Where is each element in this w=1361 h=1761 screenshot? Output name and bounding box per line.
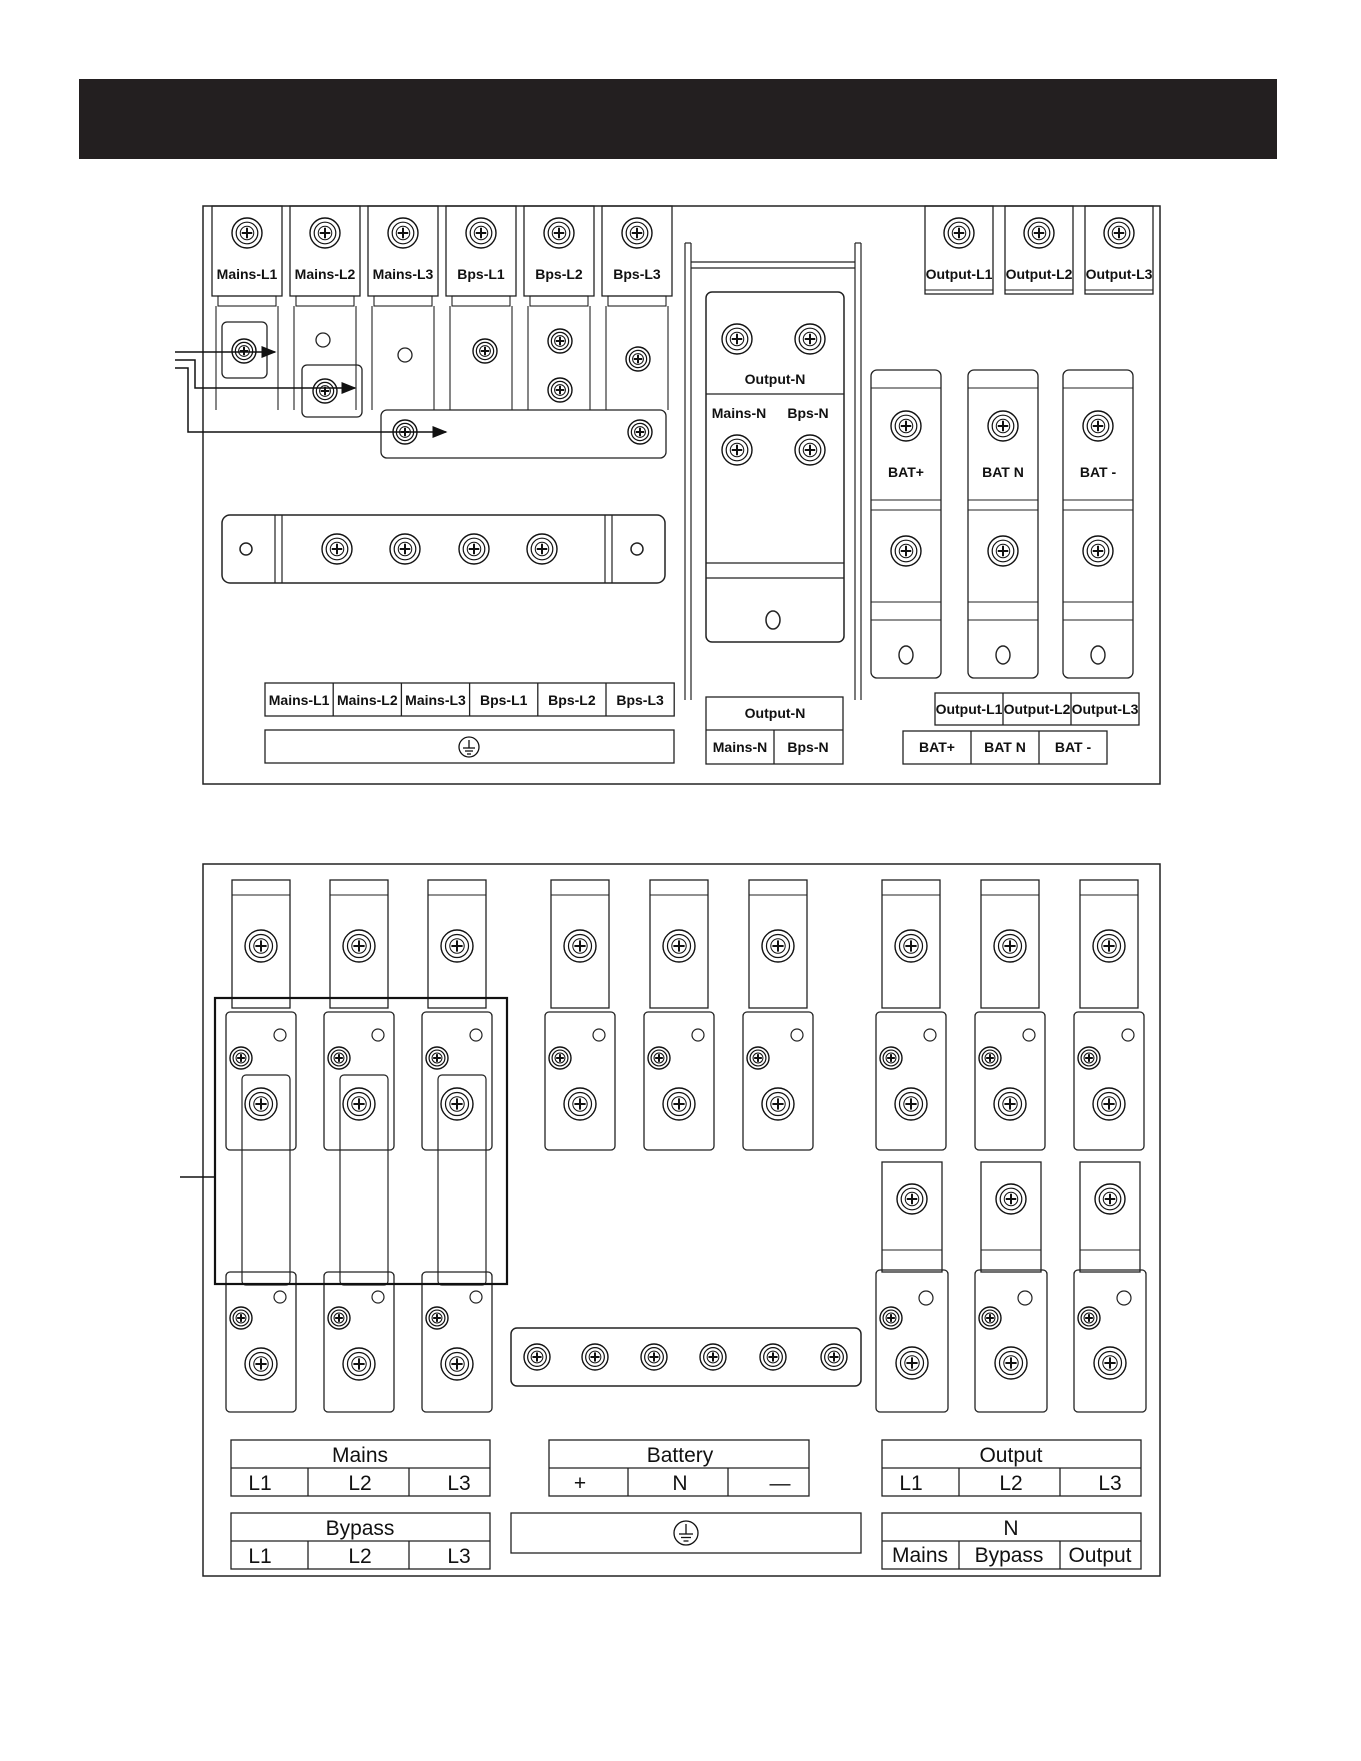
top-battery-legend bbox=[903, 731, 1107, 764]
output-terminal-label: Output-L2 bbox=[1005, 266, 1073, 282]
screw-icon bbox=[722, 435, 752, 465]
output-title: Output bbox=[979, 1444, 1043, 1467]
screw-icon bbox=[641, 1344, 667, 1370]
output-terminal bbox=[1005, 206, 1073, 294]
legend-input-cell: Bps-L1 bbox=[479, 692, 528, 708]
bottom-panel-frame bbox=[203, 864, 1160, 1576]
screw-icon bbox=[527, 534, 557, 564]
screw-icon bbox=[995, 1347, 1027, 1379]
output-terminal bbox=[925, 206, 993, 294]
battery-plus: + bbox=[573, 1472, 587, 1495]
output-terminal-label: Output-L3 bbox=[1085, 266, 1153, 282]
battery-terminal-label: BAT+ bbox=[888, 464, 924, 480]
battery-terminal bbox=[968, 370, 1038, 678]
top-output-legend bbox=[935, 693, 1139, 725]
screw-icon bbox=[1083, 411, 1113, 441]
screw-icon bbox=[895, 1088, 927, 1120]
screw-icon bbox=[994, 1088, 1026, 1120]
legend-input-cell: Mains-L1 bbox=[268, 692, 330, 708]
input-terminals bbox=[212, 206, 672, 444]
battery-title: Battery bbox=[646, 1444, 714, 1467]
screw-icon bbox=[441, 1088, 473, 1120]
output-terminals bbox=[925, 206, 1153, 294]
input-terminal bbox=[602, 206, 672, 410]
screw-icon bbox=[245, 930, 277, 962]
screw-icon bbox=[1093, 930, 1125, 962]
screw-icon bbox=[994, 930, 1026, 962]
terminal-column bbox=[876, 880, 948, 1412]
screw-icon bbox=[988, 411, 1018, 441]
neutral-mains: Mains bbox=[891, 1544, 949, 1567]
screw-icon bbox=[821, 1344, 847, 1370]
bypass-l3: L3 bbox=[447, 1545, 471, 1568]
mains-n-label: Mains-N bbox=[711, 405, 767, 421]
screw-icon bbox=[663, 930, 695, 962]
screw-icon bbox=[473, 339, 497, 363]
ground-icon bbox=[674, 1521, 698, 1545]
bypass-legend bbox=[231, 1513, 490, 1569]
screw-icon bbox=[760, 1344, 786, 1370]
input-terminal-label: Bps-L3 bbox=[613, 266, 661, 282]
screw-icon bbox=[795, 324, 825, 354]
screw-icon bbox=[628, 420, 652, 444]
screw-icon bbox=[1078, 1047, 1100, 1069]
screw-icon bbox=[762, 930, 794, 962]
jumper-bars bbox=[222, 322, 666, 458]
screw-icon bbox=[897, 1184, 927, 1214]
screw-icon bbox=[663, 1088, 695, 1120]
screw-icon bbox=[988, 536, 1018, 566]
screw-icon bbox=[310, 218, 340, 248]
screw-icon bbox=[747, 1047, 769, 1069]
legend-battery-cell: BAT N bbox=[984, 739, 1026, 755]
input-terminal bbox=[524, 206, 594, 410]
battery-terminals bbox=[871, 370, 1133, 678]
screw-icon bbox=[996, 1184, 1026, 1214]
legend-input-cell: Bps-L2 bbox=[548, 692, 596, 708]
bypass-l1: L1 bbox=[248, 1545, 272, 1568]
screw-icon bbox=[979, 1307, 1001, 1329]
ground-icon bbox=[459, 737, 479, 757]
top-input-legend bbox=[265, 683, 674, 716]
mains-title: Mains bbox=[331, 1444, 389, 1467]
legend-bps-n: Bps-N bbox=[787, 739, 829, 755]
screw-icon bbox=[548, 378, 572, 402]
terminal-column bbox=[226, 880, 296, 1412]
input-terminal-label: Bps-L1 bbox=[457, 266, 505, 282]
screw-icon bbox=[459, 534, 489, 564]
terminal-column bbox=[1074, 880, 1146, 1412]
bypass-l2: L2 bbox=[348, 1545, 372, 1568]
screw-icon bbox=[230, 1047, 252, 1069]
screw-icon bbox=[524, 1344, 550, 1370]
screw-icon bbox=[895, 930, 927, 962]
output-l1: L1 bbox=[899, 1472, 923, 1495]
screw-icon bbox=[1024, 218, 1054, 248]
legend-output-n: Output-N bbox=[744, 705, 806, 721]
input-terminal bbox=[446, 206, 516, 410]
screw-icon bbox=[564, 1088, 596, 1120]
screw-icon bbox=[322, 534, 352, 564]
screw-icon bbox=[1104, 218, 1134, 248]
screw-icon bbox=[564, 930, 596, 962]
screw-icon bbox=[390, 534, 420, 564]
terminal-column bbox=[545, 880, 615, 1150]
screw-icon bbox=[328, 1307, 350, 1329]
output-legend bbox=[882, 1440, 1141, 1496]
screw-icon bbox=[944, 218, 974, 248]
screw-icon bbox=[700, 1344, 726, 1370]
output-terminal-label: Output-L1 bbox=[925, 266, 993, 282]
output-terminal bbox=[1085, 206, 1153, 294]
screw-icon bbox=[1078, 1307, 1100, 1329]
mains-l3: L3 bbox=[447, 1472, 471, 1495]
screw-icon bbox=[343, 1088, 375, 1120]
mains-l1: L1 bbox=[248, 1472, 272, 1495]
input-terminal-label: Bps-L2 bbox=[535, 266, 583, 282]
screw-icon bbox=[880, 1047, 902, 1069]
bps-n-label: Bps-N bbox=[787, 405, 829, 421]
screw-icon bbox=[722, 324, 752, 354]
screw-icon bbox=[343, 930, 375, 962]
terminal-column bbox=[743, 880, 813, 1150]
battery-terminal bbox=[871, 370, 941, 678]
screw-icon bbox=[388, 218, 418, 248]
screw-icon bbox=[1093, 1088, 1125, 1120]
legend-battery-cell: BAT - bbox=[1054, 739, 1092, 755]
screw-icon bbox=[232, 339, 256, 363]
screw-icon bbox=[426, 1307, 448, 1329]
screw-icon bbox=[548, 329, 572, 353]
input-terminal bbox=[212, 206, 282, 410]
screw-icon bbox=[795, 435, 825, 465]
top-neutral-legend bbox=[706, 697, 843, 764]
screw-icon bbox=[313, 379, 337, 403]
bypass-title: Bypass bbox=[325, 1517, 395, 1540]
screw-icon bbox=[896, 1347, 928, 1379]
neutral-block bbox=[706, 292, 844, 642]
screw-icon bbox=[1083, 536, 1113, 566]
input-terminal-label: Mains-L2 bbox=[294, 266, 356, 282]
screw-icon bbox=[343, 1348, 375, 1380]
screw-icon bbox=[245, 1088, 277, 1120]
screw-icon bbox=[582, 1344, 608, 1370]
legend-input-cell: Bps-L3 bbox=[616, 692, 664, 708]
screw-icon bbox=[891, 536, 921, 566]
screw-icon bbox=[544, 218, 574, 248]
bottom-terminals bbox=[226, 880, 1146, 1412]
neutral-bypass: Bypass bbox=[974, 1544, 1044, 1567]
battery-terminal-label: BAT - bbox=[1079, 464, 1117, 480]
screw-icon bbox=[979, 1047, 1001, 1069]
ground-bar bbox=[222, 515, 665, 583]
mains-legend bbox=[231, 1440, 490, 1496]
screw-icon bbox=[441, 930, 473, 962]
neutral-title: N bbox=[1003, 1517, 1019, 1540]
screw-icon bbox=[328, 1047, 350, 1069]
battery-n: N bbox=[672, 1472, 688, 1495]
screw-icon bbox=[880, 1307, 902, 1329]
neutral-output: Output bbox=[1068, 1544, 1132, 1567]
bottom-ground-bar bbox=[511, 1328, 861, 1386]
jumper-highlight-box bbox=[215, 998, 507, 1284]
terminal-column bbox=[975, 880, 1047, 1412]
output-l2: L2 bbox=[999, 1472, 1023, 1495]
terminal-column bbox=[422, 880, 492, 1412]
output-n-label: Output-N bbox=[744, 371, 806, 387]
screw-icon bbox=[648, 1047, 670, 1069]
legend-output-cell: Output-L3 bbox=[1071, 701, 1139, 717]
screw-icon bbox=[230, 1307, 252, 1329]
battery-legend bbox=[549, 1440, 809, 1496]
screw-icon bbox=[426, 1047, 448, 1069]
screw-icon bbox=[1095, 1184, 1125, 1214]
output-l3: L3 bbox=[1098, 1472, 1122, 1495]
screw-icon bbox=[622, 218, 652, 248]
input-terminal-label: Mains-L1 bbox=[216, 266, 278, 282]
screw-icon bbox=[891, 411, 921, 441]
input-terminal bbox=[368, 206, 438, 410]
screw-icon bbox=[1094, 1347, 1126, 1379]
screw-icon bbox=[549, 1047, 571, 1069]
mains-l2: L2 bbox=[348, 1472, 372, 1495]
legend-output-cell: Output-L2 bbox=[1003, 701, 1071, 717]
legend-input-cell: Mains-L3 bbox=[405, 692, 466, 708]
screw-icon bbox=[626, 347, 650, 371]
battery-terminal bbox=[1063, 370, 1133, 678]
screw-icon bbox=[466, 218, 496, 248]
terminal-column bbox=[324, 880, 394, 1412]
battery-terminal-label: BAT N bbox=[982, 464, 1024, 480]
screw-icon bbox=[232, 218, 262, 248]
battery-minus: — bbox=[769, 1472, 791, 1495]
legend-battery-cell: BAT+ bbox=[919, 739, 955, 755]
legend-output-cell: Output-L1 bbox=[935, 701, 1003, 717]
input-terminal-label: Mains-L3 bbox=[372, 266, 434, 282]
legend-input-cell: Mains-L2 bbox=[336, 692, 398, 708]
screw-icon bbox=[762, 1088, 794, 1120]
bottom-ground-legend bbox=[511, 1513, 861, 1553]
terminal-column bbox=[644, 880, 714, 1150]
neutral-legend bbox=[882, 1513, 1141, 1569]
legend-mains-n: Mains-N bbox=[712, 739, 768, 755]
screw-icon bbox=[245, 1348, 277, 1380]
screw-icon bbox=[441, 1348, 473, 1380]
